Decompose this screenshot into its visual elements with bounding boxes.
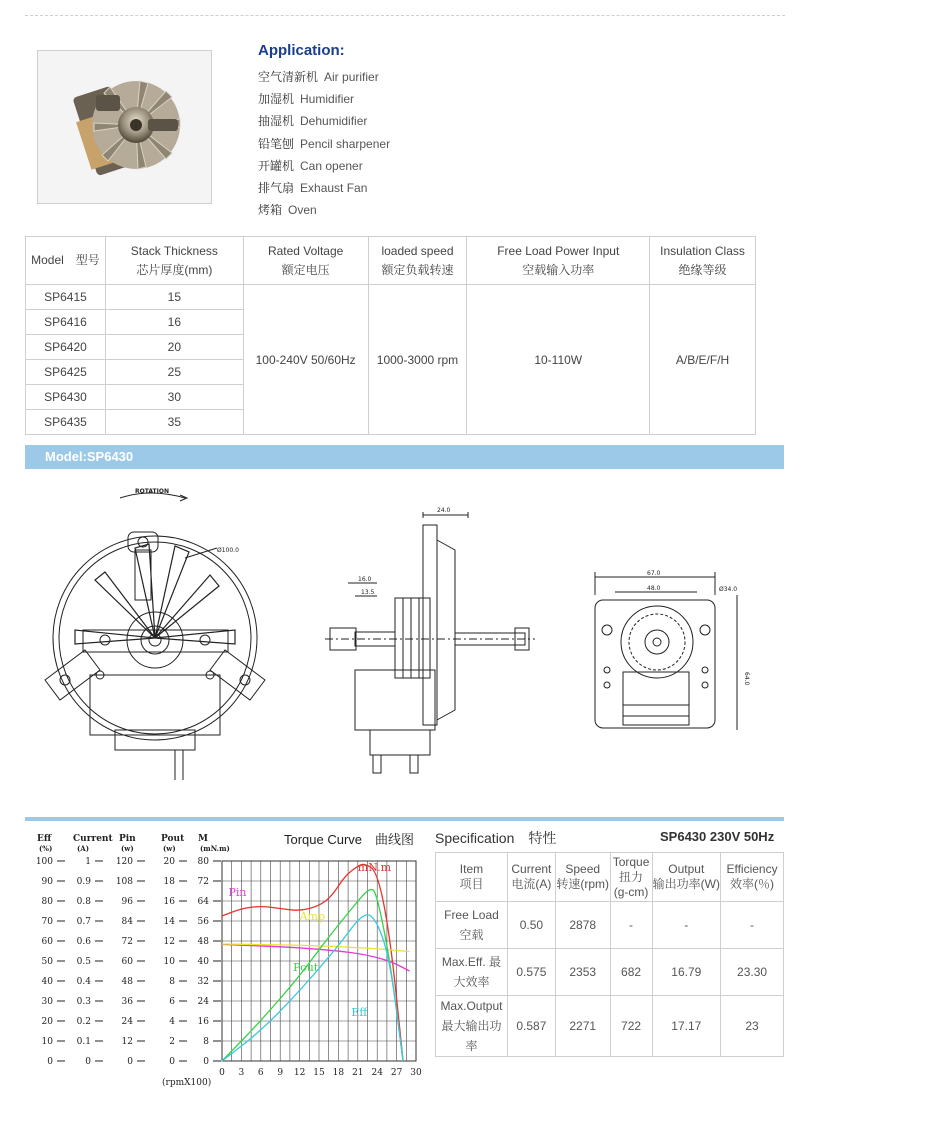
dim-67-label: 67.0 xyxy=(647,570,661,577)
y-tick-label: 18 xyxy=(163,877,175,887)
y-tick-label: 0.6 xyxy=(76,937,91,947)
y-tick-label: 4 xyxy=(169,1017,175,1027)
x-tick-label: 21 xyxy=(352,1068,364,1078)
y-tick-label: 0 xyxy=(203,1057,209,1067)
axis-header-label: Eff xyxy=(37,834,52,844)
model-banner xyxy=(25,445,784,469)
y-tick-label: 6 xyxy=(169,997,175,1007)
y-tick-label: 10 xyxy=(163,957,175,967)
axis-unit-label: (%) xyxy=(39,844,53,853)
y-tick-label: 0.4 xyxy=(76,977,91,987)
dim-34-label: Ø34.0 xyxy=(719,586,738,593)
spec-table xyxy=(435,852,784,1057)
table-header-row xyxy=(26,237,756,285)
y-tick-label: 0 xyxy=(85,1057,91,1067)
series-label: mN.m xyxy=(357,861,392,874)
cell-speed: 2878 xyxy=(555,902,610,949)
y-tick-label: 24 xyxy=(197,997,209,1007)
table-row xyxy=(436,902,784,949)
application-list xyxy=(258,67,390,222)
cell-torque: - xyxy=(610,902,652,949)
series-label: Amp xyxy=(299,909,326,923)
list-item: 加湿机 Humidifier xyxy=(258,92,355,107)
cell-torque: 682 xyxy=(610,949,652,996)
axis-header-label: Current xyxy=(73,834,113,844)
cell-stack: 20 xyxy=(105,335,243,360)
y-tick-label: 0.2 xyxy=(76,1017,91,1027)
table-row xyxy=(26,285,756,310)
header-stack: Stack Thickness 芯片厚度(mm) xyxy=(105,237,243,285)
spec-header-speed: Speed 转速(rpm) xyxy=(555,853,610,902)
y-tick-label: 12 xyxy=(163,937,175,947)
table-row xyxy=(436,949,784,996)
model-table xyxy=(25,236,756,435)
list-item: 铅笔刨 Pencil sharpener xyxy=(258,136,391,151)
cell-item: Max.Output 最大输出功率 xyxy=(436,996,508,1057)
axis-header-label: Pout xyxy=(161,834,185,844)
cell-current: 0.575 xyxy=(507,949,555,996)
model-banner-label: Model:SP6430 xyxy=(45,449,134,464)
list-item: 烤箱 Oven xyxy=(258,203,317,218)
series-label: Pout xyxy=(293,961,319,974)
y-tick-label: 96 xyxy=(121,897,133,907)
torque-curve-chart xyxy=(25,823,430,1098)
y-tick-label: 72 xyxy=(121,937,133,947)
x-tick-label: 15 xyxy=(313,1068,325,1078)
front-view xyxy=(45,488,265,780)
top-divider xyxy=(25,15,785,16)
cell-stack: 30 xyxy=(105,385,243,410)
header-model: Model 型号 xyxy=(26,237,106,285)
y-tick-label: 30 xyxy=(41,997,53,1007)
dim-48-label: 48.0 xyxy=(647,585,661,592)
y-tick-label: 64 xyxy=(197,897,209,907)
cell-item: Free Load 空载 xyxy=(436,902,508,949)
y-tick-label: 1 xyxy=(85,857,91,867)
y-tick-label: 8 xyxy=(203,1037,209,1047)
cell-speed: 1000-3000 rpm xyxy=(368,285,467,435)
cell-speed: 2353 xyxy=(555,949,610,996)
cell-voltage: 100-240V 50/60Hz xyxy=(243,285,368,435)
dim-24-label: 24.0 xyxy=(437,507,451,514)
spec-header-current: Current 电流(A) xyxy=(507,853,555,902)
x-tick-label: 12 xyxy=(293,1068,306,1078)
x-tick-label: 0 xyxy=(219,1068,225,1078)
dia100-label: Ø100.0 xyxy=(217,547,239,554)
axis-unit-label: (A) xyxy=(77,844,90,853)
x-axis-label: (rpmX100) xyxy=(162,1078,212,1088)
y-tick-label: 16 xyxy=(197,1017,209,1027)
y-tick-label: 48 xyxy=(197,937,209,947)
cell-model: SP6435 xyxy=(26,410,106,435)
cell-model: SP6416 xyxy=(26,310,106,335)
y-tick-label: 10 xyxy=(41,1037,53,1047)
axis-unit-label: (mN.m) xyxy=(200,844,230,853)
plot-area xyxy=(222,861,416,1061)
y-tick-label: 14 xyxy=(163,917,175,927)
cell-speed: 2271 xyxy=(555,996,610,1057)
y-tick-label: 40 xyxy=(41,977,53,987)
cell-output: 17.17 xyxy=(652,996,721,1057)
chart-title: Torque Curve 曲线图 xyxy=(284,832,415,847)
y-tick-label: 12 xyxy=(121,1037,133,1047)
cell-model: SP6430 xyxy=(26,385,106,410)
list-item: 排气扇 Exhaust Fan xyxy=(258,180,368,195)
table-header-row xyxy=(436,853,784,902)
cell-current: 0.50 xyxy=(507,902,555,949)
header-insulation: Insulation Class 绝缘等级 xyxy=(650,237,756,285)
cell-efficiency: 23 xyxy=(721,996,784,1057)
product-photo xyxy=(37,50,212,204)
y-tick-label: 48 xyxy=(121,977,133,987)
y-tick-label: 56 xyxy=(197,917,209,927)
x-tick-label: 30 xyxy=(410,1068,422,1078)
cell-efficiency: 23.30 xyxy=(721,949,784,996)
y-tick-label: 108 xyxy=(115,877,133,887)
y-tick-label: 0.8 xyxy=(76,897,91,907)
y-tick-label: 8 xyxy=(169,977,175,987)
series-line-eff xyxy=(222,915,403,1061)
y-tick-label: 20 xyxy=(163,857,175,867)
spec-model: SP6430 230V 50Hz xyxy=(660,829,775,844)
cell-item: Max.Eff. 最大效率 xyxy=(436,949,508,996)
cell-model: SP6415 xyxy=(26,285,106,310)
y-tick-label: 50 xyxy=(41,957,53,967)
header-speed: loaded speed 额定负载转速 xyxy=(368,237,467,285)
y-tick-label: 0.1 xyxy=(76,1037,91,1047)
dim-64-label: 64.0 xyxy=(743,672,750,686)
table-row xyxy=(436,996,784,1057)
x-tick-label: 9 xyxy=(277,1068,284,1078)
y-tick-label: 100 xyxy=(35,857,53,867)
cell-current: 0.587 xyxy=(507,996,555,1057)
cell-model: SP6420 xyxy=(26,335,106,360)
application-title: Application: xyxy=(258,42,345,59)
axis-header-label: M xyxy=(198,834,208,844)
y-tick-label: 2 xyxy=(169,1037,175,1047)
rotation-label: ROTATION xyxy=(135,488,169,495)
y-tick-label: 0.9 xyxy=(76,877,91,887)
y-tick-label: 0.5 xyxy=(76,957,91,967)
y-tick-label: 36 xyxy=(121,997,133,1007)
axis-unit-label: (w) xyxy=(163,844,176,853)
y-tick-label: 40 xyxy=(197,957,209,967)
y-tick-label: 90 xyxy=(41,877,53,887)
axis-header-label: Pin xyxy=(119,834,136,844)
cell-power: 10-110W xyxy=(467,285,650,435)
y-tick-label: 0 xyxy=(169,1057,175,1067)
spec-header-item: Item 项目 xyxy=(436,853,508,902)
spec-header-torque: Torque 扭力 (g-cm) xyxy=(610,853,652,902)
side-view xyxy=(325,507,535,773)
technical-drawing xyxy=(25,480,785,800)
list-item: 抽湿机 Dehumidifier xyxy=(258,114,368,129)
cell-stack: 16 xyxy=(105,310,243,335)
y-tick-label: 0.3 xyxy=(76,997,91,1007)
cell-output: 16.79 xyxy=(652,949,721,996)
header-power: Free Load Power Input 空载输入功率 xyxy=(467,237,650,285)
cell-model: SP6425 xyxy=(26,360,106,385)
axis-unit-label: (w) xyxy=(121,844,134,853)
back-view xyxy=(595,570,750,730)
list-item: 空气清新机 Air purifier xyxy=(258,70,379,84)
header-voltage: Rated Voltage 额定电压 xyxy=(243,237,368,285)
cell-torque: 722 xyxy=(610,996,652,1057)
y-tick-label: 70 xyxy=(41,917,53,927)
y-tick-label: 60 xyxy=(41,937,53,947)
cell-insulation: A/B/E/F/H xyxy=(650,285,756,435)
y-tick-label: 0.7 xyxy=(76,917,91,927)
spec-header-output: Output 输出功率(W) xyxy=(652,853,721,902)
x-tick-label: 3 xyxy=(238,1068,245,1078)
series-label: Eff xyxy=(351,1006,368,1019)
y-tick-label: 32 xyxy=(197,977,209,987)
y-tick-label: 0 xyxy=(47,1057,53,1067)
y-tick-label: 80 xyxy=(41,897,53,907)
y-tick-label: 0 xyxy=(127,1057,133,1067)
list-item: 开罐机 Can opener xyxy=(258,158,363,173)
y-tick-label: 84 xyxy=(121,917,133,927)
spec-header-efficiency: Efficiency 效率(％) xyxy=(721,853,784,902)
y-tick-label: 120 xyxy=(115,857,133,867)
y-tick-label: 80 xyxy=(197,857,209,867)
dim-16-label: 16.0 xyxy=(358,576,372,583)
section-divider xyxy=(25,817,784,821)
cell-stack: 15 xyxy=(105,285,243,310)
y-tick-label: 72 xyxy=(197,877,209,887)
cell-output: - xyxy=(652,902,721,949)
y-tick-label: 60 xyxy=(121,957,133,967)
x-tick-label: 27 xyxy=(390,1068,403,1078)
y-tick-label: 20 xyxy=(41,1017,53,1027)
dim-135-label: 13.5 xyxy=(361,589,375,596)
cell-efficiency: - xyxy=(721,902,784,949)
x-tick-label: 24 xyxy=(371,1068,383,1078)
series-label: Pin xyxy=(228,886,247,899)
cell-stack: 25 xyxy=(105,360,243,385)
cell-stack: 35 xyxy=(105,410,243,435)
y-tick-label: 16 xyxy=(163,897,175,907)
spec-title: Specification 特性 xyxy=(435,830,557,846)
x-tick-label: 18 xyxy=(332,1068,345,1078)
y-tick-label: 24 xyxy=(121,1017,133,1027)
x-tick-label: 6 xyxy=(257,1068,264,1078)
